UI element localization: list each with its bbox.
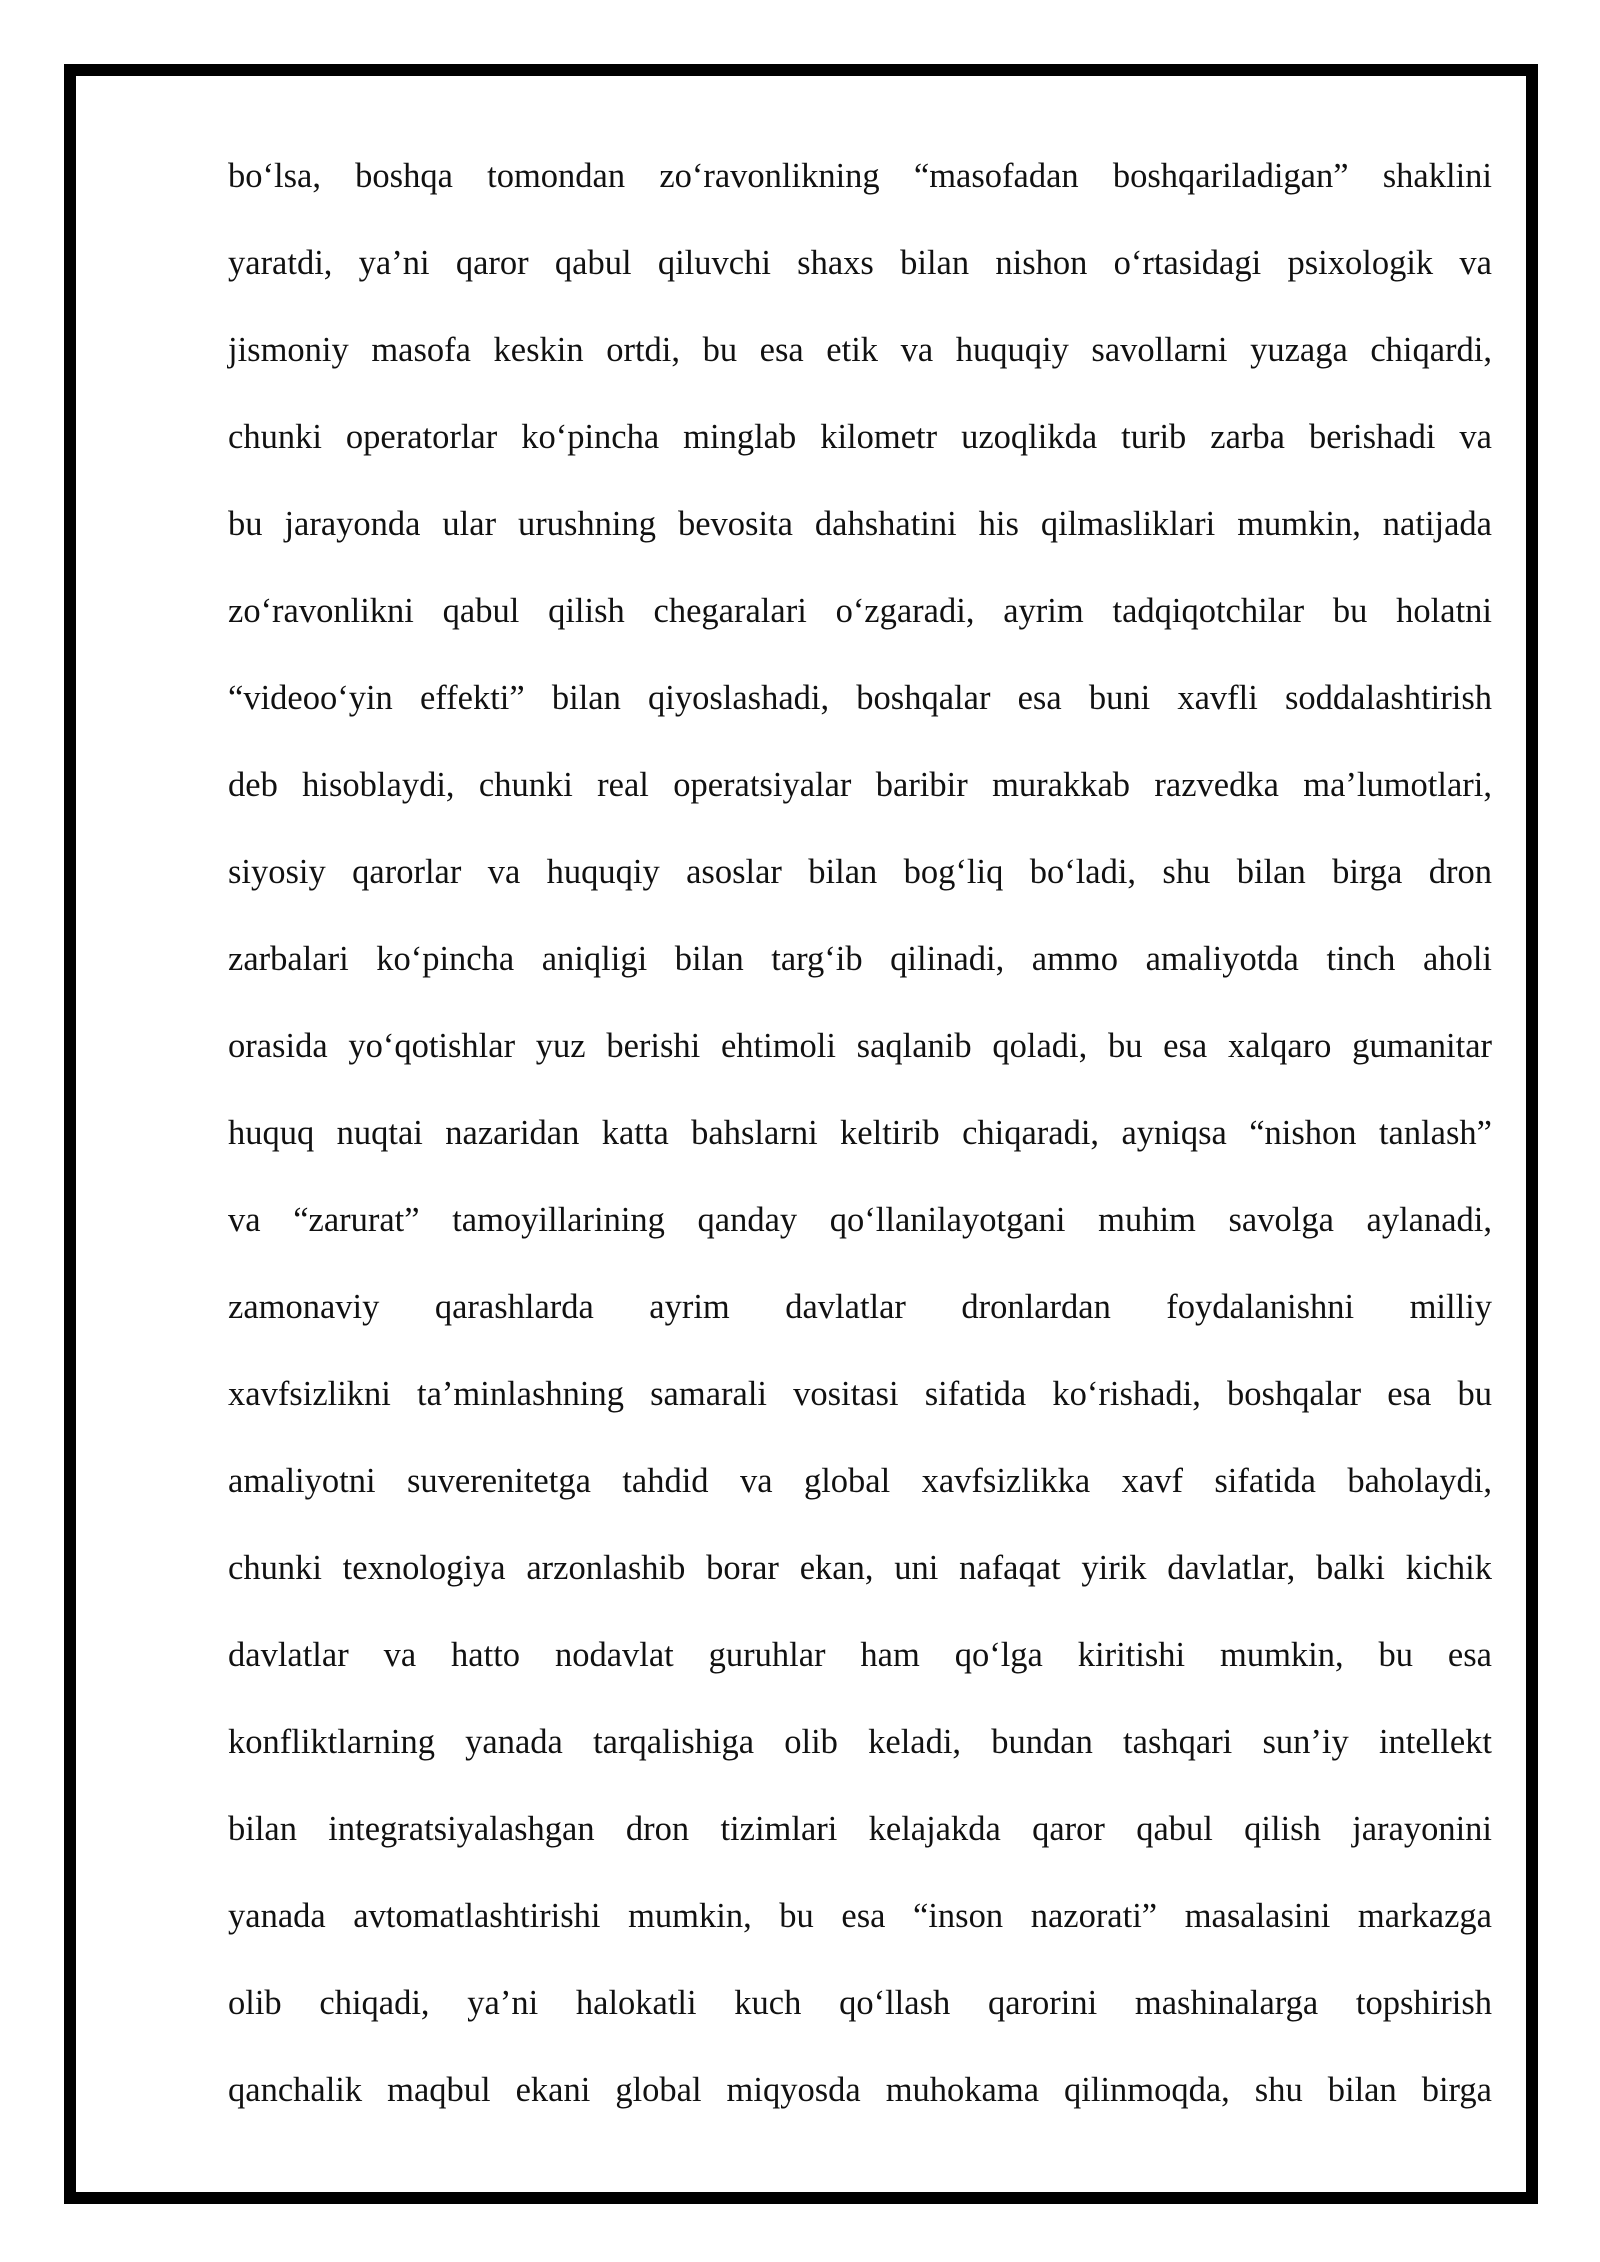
text-line: zamonaviy qarashlarda ayrim davlatlar dronlardan foydalanishni milliy (228, 1288, 1492, 1326)
text-line: amaliyotni suverenitetga tahdid va global xavfsizlikka xavf sifatida baholaydi, (228, 1462, 1492, 1500)
text-line: bu jarayonda ular urushning bevosita dahshatini his qilmasliklari mumkin, natijada (228, 505, 1492, 543)
text-line: bo‘lsa, boshqa tomondan zo‘ravonlikning “masofadan boshqariladigan” shaklini (228, 157, 1492, 195)
text-line: konfliktlarning yanada tarqalishiga olib keladi, bundan tashqari sun’iy intellekt (228, 1723, 1492, 1761)
text-line: “videoo‘yin effekti” bilan qiyoslashadi, boshqalar esa buni xavfli soddalashtirish (228, 679, 1492, 717)
text-line: davlatlar va hatto nodavlat guruhlar ham qo‘lga kiritishi mumkin, bu esa (228, 1636, 1492, 1674)
text-line: zarbalari ko‘pincha aniqligi bilan targ‘ib qilinadi, ammo amaliyotda tinch aholi (228, 940, 1492, 978)
text-line: yanada avtomatlashtirishi mumkin, bu esa “inson nazorati” masalasini markazga (228, 1897, 1492, 1935)
text-line: huquq nuqtai nazaridan katta bahslarni keltirib chiqaradi, ayniqsa “nishon tanlash” (228, 1114, 1492, 1152)
text-line: deb hisoblaydi, chunki real operatsiyalar baribir murakkab razvedka ma’lumotlari, (228, 766, 1492, 804)
text-line: qanchalik maqbul ekani global miqyosda muhokama qilinmoqda, shu bilan birga (228, 2071, 1492, 2109)
text-line: zo‘ravonlikni qabul qilish chegaralari o‘zgaradi, ayrim tadqiqotchilar bu holatni (228, 592, 1492, 630)
text-line: xavfsizlikni ta’minlashning samarali vositasi sifatida ko‘rishadi, boshqalar esa bu (228, 1375, 1492, 1413)
text-line: yaratdi, ya’ni qaror qabul qiluvchi shaxs bilan nishon o‘rtasidagi psixologik va (228, 244, 1492, 282)
text-line: orasida yo‘qotishlar yuz berishi ehtimoli saqlanib qoladi, bu esa xalqaro gumanitar (228, 1027, 1492, 1065)
text-line: olib chiqadi, ya’ni halokatli kuch qo‘llash qarorini mashinalarga topshirish (228, 1984, 1492, 2022)
text-line: chunki operatorlar ko‘pincha minglab kilometr uzoqlikda turib zarba berishadi va (228, 418, 1492, 456)
text-line: siyosiy qarorlar va huquqiy asoslar bilan bog‘liq bo‘ladi, shu bilan birga dron (228, 853, 1492, 891)
text-line: va “zarurat” tamoyillarining qanday qo‘llanilayotgani muhim savolga aylanadi, (228, 1201, 1492, 1239)
text-line: chunki texnologiya arzonlashib borar ekan, uni nafaqat yirik davlatlar, balki kichik (228, 1549, 1492, 1587)
text-line: jismoniy masofa keskin ortdi, bu esa etik va huquqiy savollarni yuzaga chiqardi, (228, 331, 1492, 369)
document-body-text (228, 148, 1492, 2149)
text-line: bilan integratsiyalashgan dron tizimlari kelajakda qaror qabul qilish jarayonini (228, 1810, 1492, 1848)
